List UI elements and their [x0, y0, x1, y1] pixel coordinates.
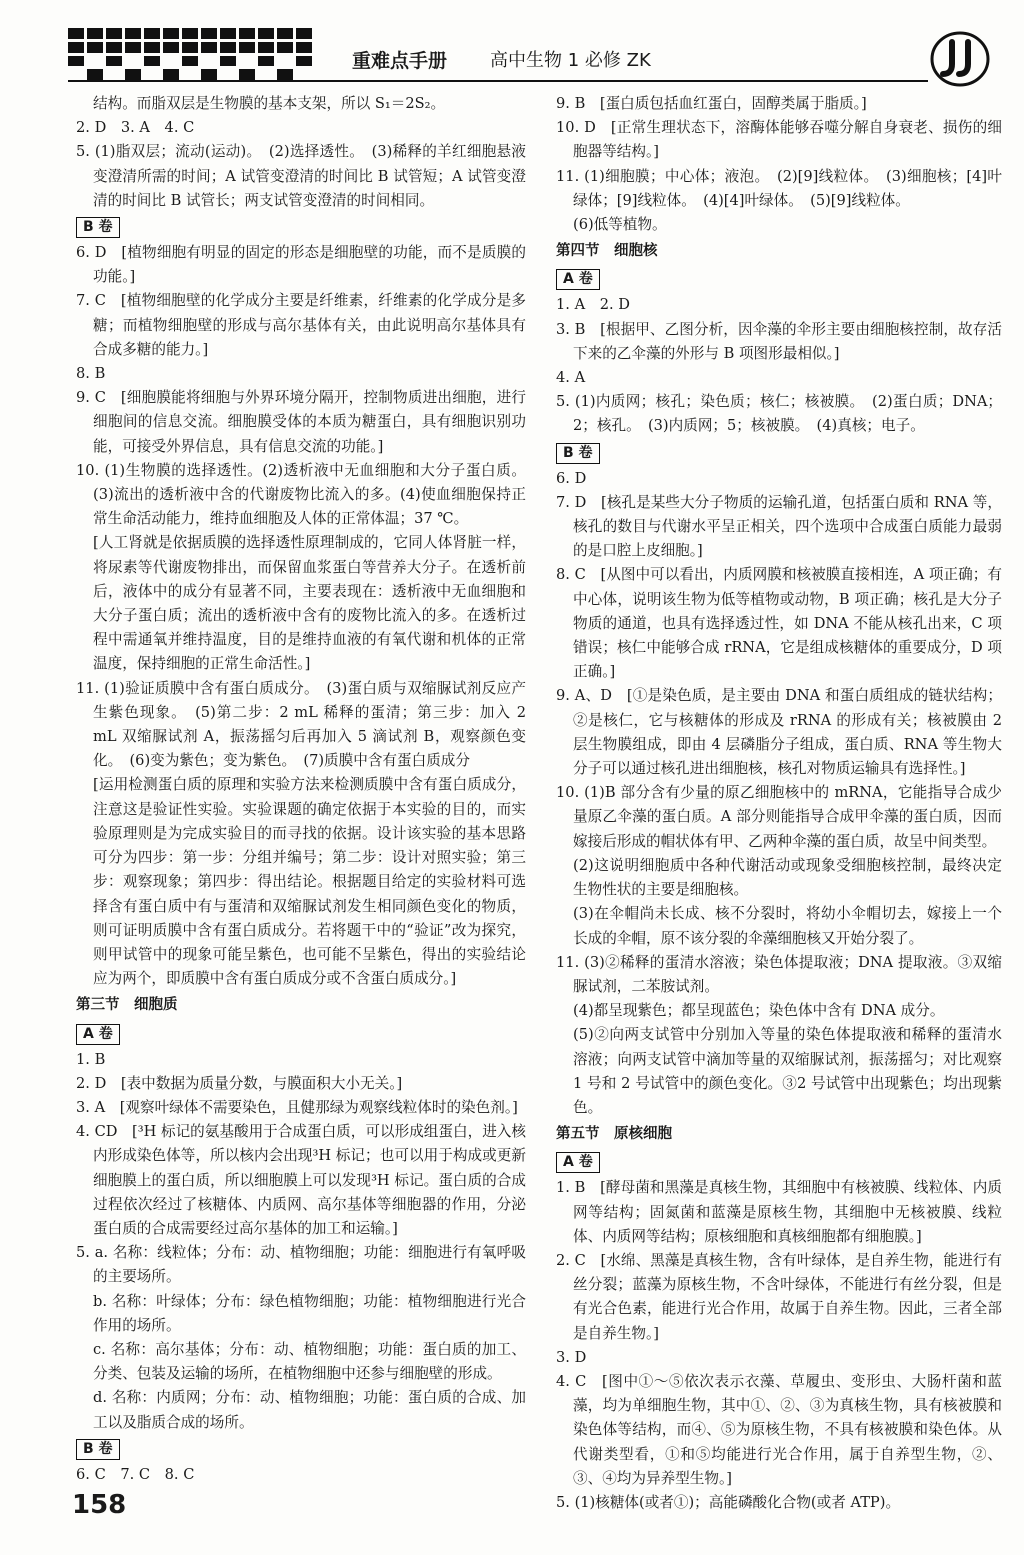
answer-text: 3. A [观察叶绿体不需要染色，且健那绿为观察线粒体时的染色剂。]: [76, 1098, 518, 1116]
section-badge: B 卷: [556, 443, 600, 464]
header-rule: [68, 80, 928, 82]
answer-text: (4)都呈现紫色；都呈现蓝色；染色体中含有 DNA 成分。: [573, 1002, 945, 1020]
answer-text: (2)这说明细胞质中各种代谢活动或现象受细胞核控制，最终决定生物性状的主要是细胞核。: [573, 856, 1002, 899]
answer-text: 8. C [从图中可以看出，内质网膜和核被膜直接相连，A 项正确；有中心体，说明该生物为低等植物或动物，B 项正确；核孔是大分子物质的通道，也具有选择透过性，如 DNA 不能从核孔出来，C 项错误；核仁中能够合成 rRNA，它是组成核糖体的重要成分，D 项正确。]: [556, 566, 1002, 681]
answer-text: (6)低等植物。: [573, 216, 667, 234]
answer-text: 11. (3)②稀释的蛋清水溶液；染色体提取液；DNA 提取液。③双缩脲试剂，二苯胺试剂。: [556, 953, 1002, 995]
badge-row: [556, 439, 1002, 467]
answer-text: 11. (1)细胞膜；中心体；液泡。 (2)[9]线粒体。 (3)细胞核；[4]叶绿体；[9]线粒体。 (4)[4]叶绿体。 (5)[9]线粒体。: [556, 167, 1002, 209]
answer-text: 4. C [图中①～⑤依次表示衣藻、草履虫、变形虫、大肠杆菌和蓝藻，均为单细胞生物，其中①、②、③为真核生物，具有核被膜和染色体等结构，而④、⑤为原核生物，不具有核被膜和染色体。从代谢类型看，①和⑤均能进行光合作用，属于自养型生物，②、③、④均为异养型生物。]: [556, 1372, 1002, 1487]
answer-text: 结构。而脂双层是生物膜的基本支架，所以 S₁＝2S₂。: [93, 95, 446, 112]
answer-text: 10. (1)B 部分含有少量的原乙细胞核中的 mRNA，它能指导合成少量原乙伞藻的蛋白质。A 部分则能指导合成甲伞藻的蛋白质，因而嫁接后形成的帽状体有甲、乙两种伞藻的蛋白质，故呈中间类型。: [556, 784, 1002, 850]
answer-text: 6. D [植物细胞有明显的固定的形态是细胞壁的功能，而不是质膜的功能。]: [76, 244, 526, 286]
section-heading: 第三节 细胞质: [76, 997, 178, 1014]
answer-text: b. 名称：叶绿体；分布：绿色植物细胞；功能：植物细胞进行光合作用的场所。: [93, 1292, 526, 1334]
answer-text: 1. A 2. D: [556, 296, 630, 314]
page-header: [0, 0, 1024, 92]
answer-text: 3. B [根据甲、乙图分析，因伞藻的伞形主要由细胞核控制，故存活下来的乙伞藻的外形与 B 项图形最相似。]: [556, 320, 1002, 362]
answer-text: (3)在伞帽尚未长成、核不分裂时，将幼小伞帽切去，嫁接上一个长成的伞帽，原不该分裂的伞藻细胞核又开始分裂了。: [573, 905, 1002, 947]
answer-text: 9. C [细胞膜能将细胞与外界环境分隔开，控制物质进出细胞，进行细胞间的信息交流。细胞膜受体的本质为糖蛋白，具有细胞识别功能，可接受外界信息，具有信息交流的功能。]: [76, 389, 526, 455]
answer-text: 8. B: [76, 365, 106, 383]
book-title: 重难点手册: [352, 50, 448, 72]
section-badge: B 卷: [76, 1439, 120, 1460]
answer-text: d. 名称：内质网；分布：动、植物细胞；功能：蛋白质的合成、加工以及脂质合成的场所。: [93, 1389, 526, 1431]
badge-row: [76, 213, 526, 241]
answer-text: 9. A、D [①是染色质，是主要由 DNA 和蛋白质组成的链状结构；②是核仁，它与核糖体的形成及 rRNA 的形成有关；核被膜由 2 层生物膜组成，即由 4 层磷脂分子组成，蛋白质、RNA 等生物大分子可以通过核孔进出细胞核，核孔对物质运输具有选择性。]: [556, 687, 1002, 778]
publisher-logo-icon: [930, 30, 990, 88]
answer-text: 5. a. 名称：线粒体；分布：动、植物细胞；功能：细胞进行有氧呼吸的主要场所。: [76, 1244, 526, 1286]
answer-text: 6. D: [556, 469, 587, 487]
answer-text: 9. B [蛋白质包括血红蛋白，固醇类属于脂质。]: [556, 95, 867, 112]
section-badge: A 卷: [76, 1024, 120, 1045]
answer-text: c. 名称：高尔基体；分布：动、植物细胞；功能：蛋白质的加工、分类、包装及运输的场所，在植物细胞中还参与细胞壁的形成。: [93, 1340, 526, 1383]
answer-text: 1. B [酵母菌和黑藻是真核生物，其细胞中有核被膜、线粒体、内质网等结构；固氮菌和蓝藻是原核生物，其细胞中无核被膜、线粒体、内质网等结构；原核细胞和真核细胞都有细胞膜。]: [556, 1179, 1002, 1245]
answer-text: [人工肾就是依据质膜的选择透性原理制成的，它同人体肾脏一样，将尿素等代谢废物排出，而保留血浆蛋白等营养大分子。在透析前后，液体中的成分有显著不同，主要表现在：透析液中无血细胞和大分子蛋白质；流出的透析液中含有的废物比流入的多。在透析过程中需通氧并维持温度，目的是维持血液的有氧代谢和机体的正常温度，保持细胞的正常生命活性。]: [93, 534, 526, 673]
section-heading: 第四节 细胞核: [556, 243, 658, 260]
right-column: [556, 92, 1002, 1515]
section-badge: A 卷: [556, 269, 600, 290]
answer-text: [运用检测蛋白质的原理和实验方法来检测质膜中含有蛋白质成分，注意这是验证性实验。实验课题的确定依据于本实验的目的，而实验原理则是为完成实验目的而寻找的依据。设计该实验的基本思路可分为四步：第一步：分组并编号；第二步：设计对照实验；第三步：观察现象；第四步：得出结论。根据题目给定的实验材料可选择含有蛋白质中有与蛋清和双缩脲试剂发生相同颜色变化的物质，则可证明质膜中含有蛋白质成分。若将题干中的“验证”改为探究，则甲试管中的现象可能呈紫色，也可能不呈紫色，得出的实验结论应为两个，即质膜中含有蛋白质成分或不含蛋白质成分。]: [93, 776, 526, 988]
answer-text: 4. A: [556, 369, 586, 387]
answer-text: 5. (1)内质网；核孔；染色质；核仁；核被膜。 (2)蛋白质；DNA；2；核孔。 (3)内质网；5；核被膜。 (4)真核；电子。: [556, 393, 1002, 435]
section-heading: 第五节 原核细胞: [556, 1126, 672, 1143]
answer-text: 7. C [植物细胞壁的化学成分主要是纤维素，纤维素的化学成分是多糖；而植物细胞壁的形成与高尔基体有关，由此说明高尔基体具有合成多糖的能力。]: [76, 292, 526, 358]
answer-text: 2. D [表中数据为质量分数，与膜面积大小无关。]: [76, 1074, 403, 1092]
section-badge: B 卷: [76, 217, 120, 238]
left-column: [76, 92, 526, 1487]
answer-text: 1. B: [76, 1050, 106, 1068]
section-badge: A 卷: [556, 1152, 600, 1173]
answer-text: 2. D 3. A 4. C: [76, 119, 195, 137]
answer-text: 3. D: [556, 1348, 587, 1366]
answer-text: 5. (1)脂双层；流动(运动)。 (2)选择透性。 (3)稀释的羊红细胞悬液变澄清所需的时间；A 试管变澄清的时间比 B 试管短；A 试管变澄清的时间比 B 试管长；两支试管变澄清的时间相同。: [76, 143, 526, 209]
answer-text: 2. C [水绵、黑藻是真核生物，含有叶绿体，是自养生物，能进行有丝分裂；蓝藻为原核生物，不含叶绿体，不能进行有丝分裂，但是有光合色素，能进行光合作用，故属于自养生物。因此，三者全部是自养生物。]: [556, 1251, 1002, 1342]
badge-row: [76, 1020, 526, 1048]
answer-text: 10. (1)生物膜的选择透性。(2)透析液中无血细胞和大分子蛋白质。(3)流出的透析液中含的代谢废物比流入的多。(4)使血细胞保持正常生命活动能力，维持血细胞及人体的正常体温；37 ℃。: [76, 461, 526, 528]
answer-text: 10. D [正常生理状态下，溶酶体能够吞噬分解自身衰老、损伤的细胞器等结构。]: [556, 119, 1002, 161]
answer-text: 4. CD [³H 标记的氨基酸用于合成蛋白质，可以形成组蛋白，进入核内形成染色体等，所以核内会出现³H 标记；也可以用于构成或更新细胞膜上的蛋白质，所以细胞膜上可以发现³H 标记。蛋白质的合成过程依次经过了核糖体、内质网、高尔基体等细胞器的作用，分泌蛋白质的合成需要经过高尔基体的加工和运输。]: [76, 1123, 526, 1237]
answer-text: 6. C 7. C 8. C: [76, 1465, 195, 1483]
checker-pattern: [68, 28, 312, 80]
badge-row: [556, 1148, 1002, 1176]
book-subtitle: 高中生物 1 必修 ZK: [490, 50, 651, 71]
answer-text: (5)②向两支试管中分别加入等量的染色体提取液和稀释的蛋清水溶液；向两支试管中滴加等量的双缩脲试剂，振荡摇匀；对比观察 1 号和 2 号试管中的颜色变化。③2 号试管中出现紫色；均出现紫色。: [573, 1026, 1002, 1116]
badge-row: [556, 265, 1002, 293]
page-number: 158: [72, 1490, 127, 1520]
answer-text: 5. (1)核糖体(或者①)；高能磷酸化合物(或者 ATP)。: [556, 1493, 901, 1511]
answer-text: 11. (1)验证质膜中含有蛋白质成分。 (3)蛋白质与双缩脲试剂反应产生紫色现象。 (5)第二步：2 mL 稀释的蛋清；第三步：加入 2 mL 双缩脲试剂 A，振荡摇匀后再加入 5 滴试剂 B，观察颜色变化。 (6)变为紫色；变为紫色。 (7)质膜中含有蛋白质成分: [76, 679, 526, 770]
answer-text: 7. D [核孔是某些大分子物质的运输孔道，包括蛋白质和 RNA 等，核孔的数目与代谢水平呈正相关，四个选项中合成蛋白质能力最弱的是口腔上皮细胞。]: [556, 493, 1002, 560]
badge-row: [76, 1435, 526, 1463]
